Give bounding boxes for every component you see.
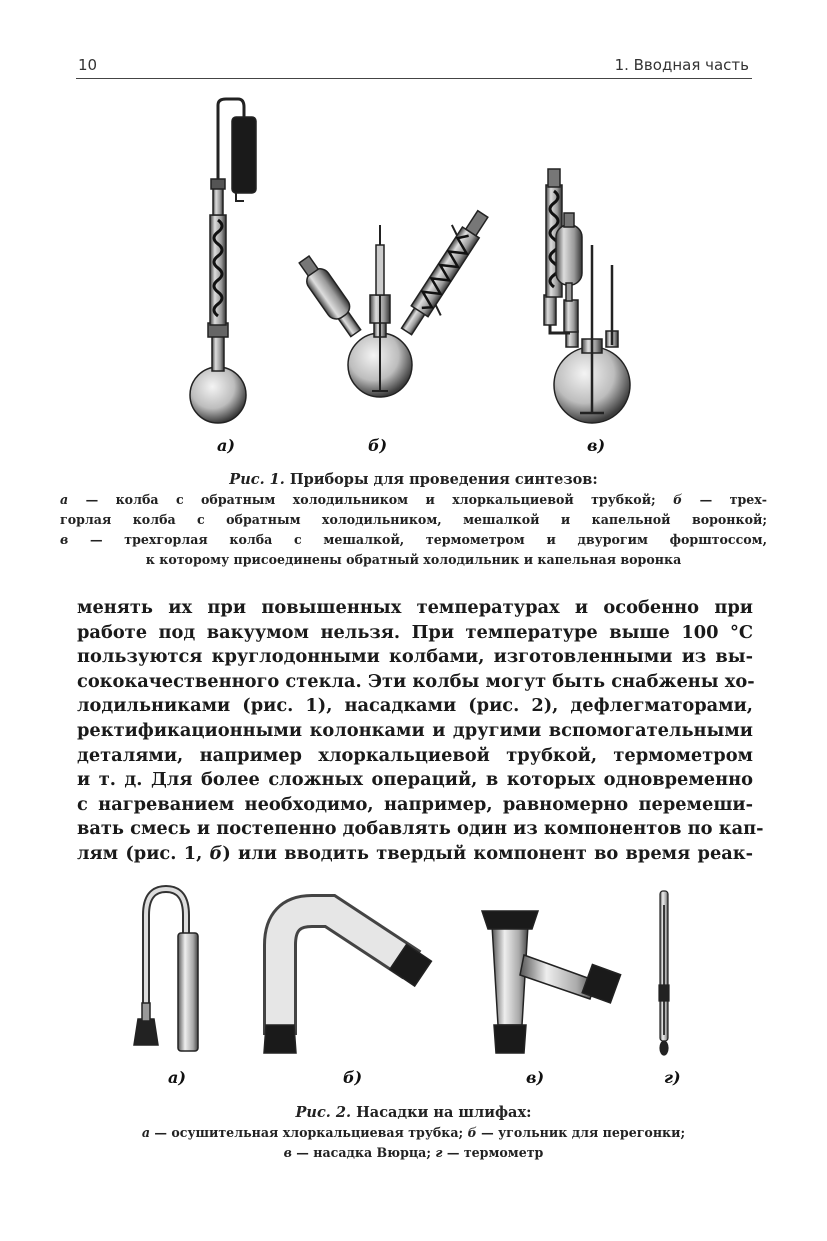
page-number: 10: [78, 56, 98, 74]
figure-2-illustration: [120, 885, 700, 1060]
body-paragraph: [77, 596, 764, 867]
body-line: лодильниками (рис. 1), насадками (рис. 2), дефлегматорами,: [77, 695, 753, 717]
figure-2-caption-title: [60, 1103, 767, 1123]
header-rule: [76, 78, 752, 79]
figure-2-caption-line: а — осушительная хлоркальциевая трубка; б — угольник для перегонки;: [141, 1125, 686, 1140]
adapter-b: [264, 911, 431, 1053]
body-line: ректификационными колонками и другими вспомогательными: [77, 719, 753, 741]
section-title: 1. Вводная часть: [614, 56, 749, 74]
figure-1-caption-line: в — трехгорлая колба с мешалкой, термометром и двурогим форштоссом,: [60, 532, 767, 547]
figure-2-label-b: б): [343, 1068, 363, 1087]
body-line: сококачественного стекла. Эти колбы могут быть снабжены хо-: [77, 670, 755, 692]
figure-1-number: Рис. 1.: [229, 471, 285, 488]
body-line: лям (рис. 1, б) или вводить твердый компонент во время реак-: [77, 842, 753, 864]
adapter-c: [482, 911, 621, 1053]
apparatus-a: [190, 99, 256, 423]
body-line: деталями, например хлоркальциевой трубкой, термометром: [77, 744, 753, 766]
body-line: вать смесь и постепенно добавлять один из компонентов по кап-: [77, 818, 764, 840]
figure-1-caption-line: а — колба с обратным холодильником и хлоркальциевой трубкой; б — трех-: [60, 492, 767, 507]
body-line: пользуются круглодонными колбами, изготовленными из вы-: [77, 646, 753, 668]
adapter-a: [134, 889, 198, 1051]
apparatus-c: [544, 169, 630, 423]
figure-2-label-a: а): [168, 1068, 186, 1087]
figure-2-label-c: в): [526, 1068, 545, 1087]
body-line: работе под вакуумом нельзя. При температуре выше 100 °C: [77, 621, 753, 643]
figure-1-illustration: [180, 95, 640, 435]
figure-1-label-a: а): [217, 436, 235, 455]
figure-2-caption: [60, 1103, 767, 1163]
body-line: и т. д. Для более сложных операций, в которых одновременно: [77, 769, 753, 791]
figure-1-title: Приборы для проведения синтезов:: [289, 471, 598, 488]
figure-1-caption-line: горлая колба с обратным холодильником, мешалкой и капельной воронкой;: [60, 512, 767, 527]
figure-2-number: Рис. 2.: [295, 1104, 352, 1121]
figure-2-title: Насадки на шлифах:: [356, 1104, 532, 1121]
body-line: менять их при повышенных температурах и особенно при: [77, 597, 753, 618]
figure-2-label-d: г): [664, 1068, 681, 1087]
figure-1-caption: [60, 470, 767, 570]
figure-1-label-b: б): [368, 436, 388, 455]
adapter-d: [659, 891, 669, 1055]
body-line: с нагреванием необходимо, например, равномерно перемеши-: [77, 793, 753, 815]
apparatus-b: [294, 203, 499, 397]
figure-2-caption-line: в — насадка Вюрца; г — термометр: [283, 1145, 544, 1160]
figure-1-caption-line: к которому присоединены обратный холодильник и капельная воронка: [145, 552, 682, 567]
figure-1-caption-title: [60, 470, 767, 490]
figure-1-label-c: в): [587, 436, 606, 455]
